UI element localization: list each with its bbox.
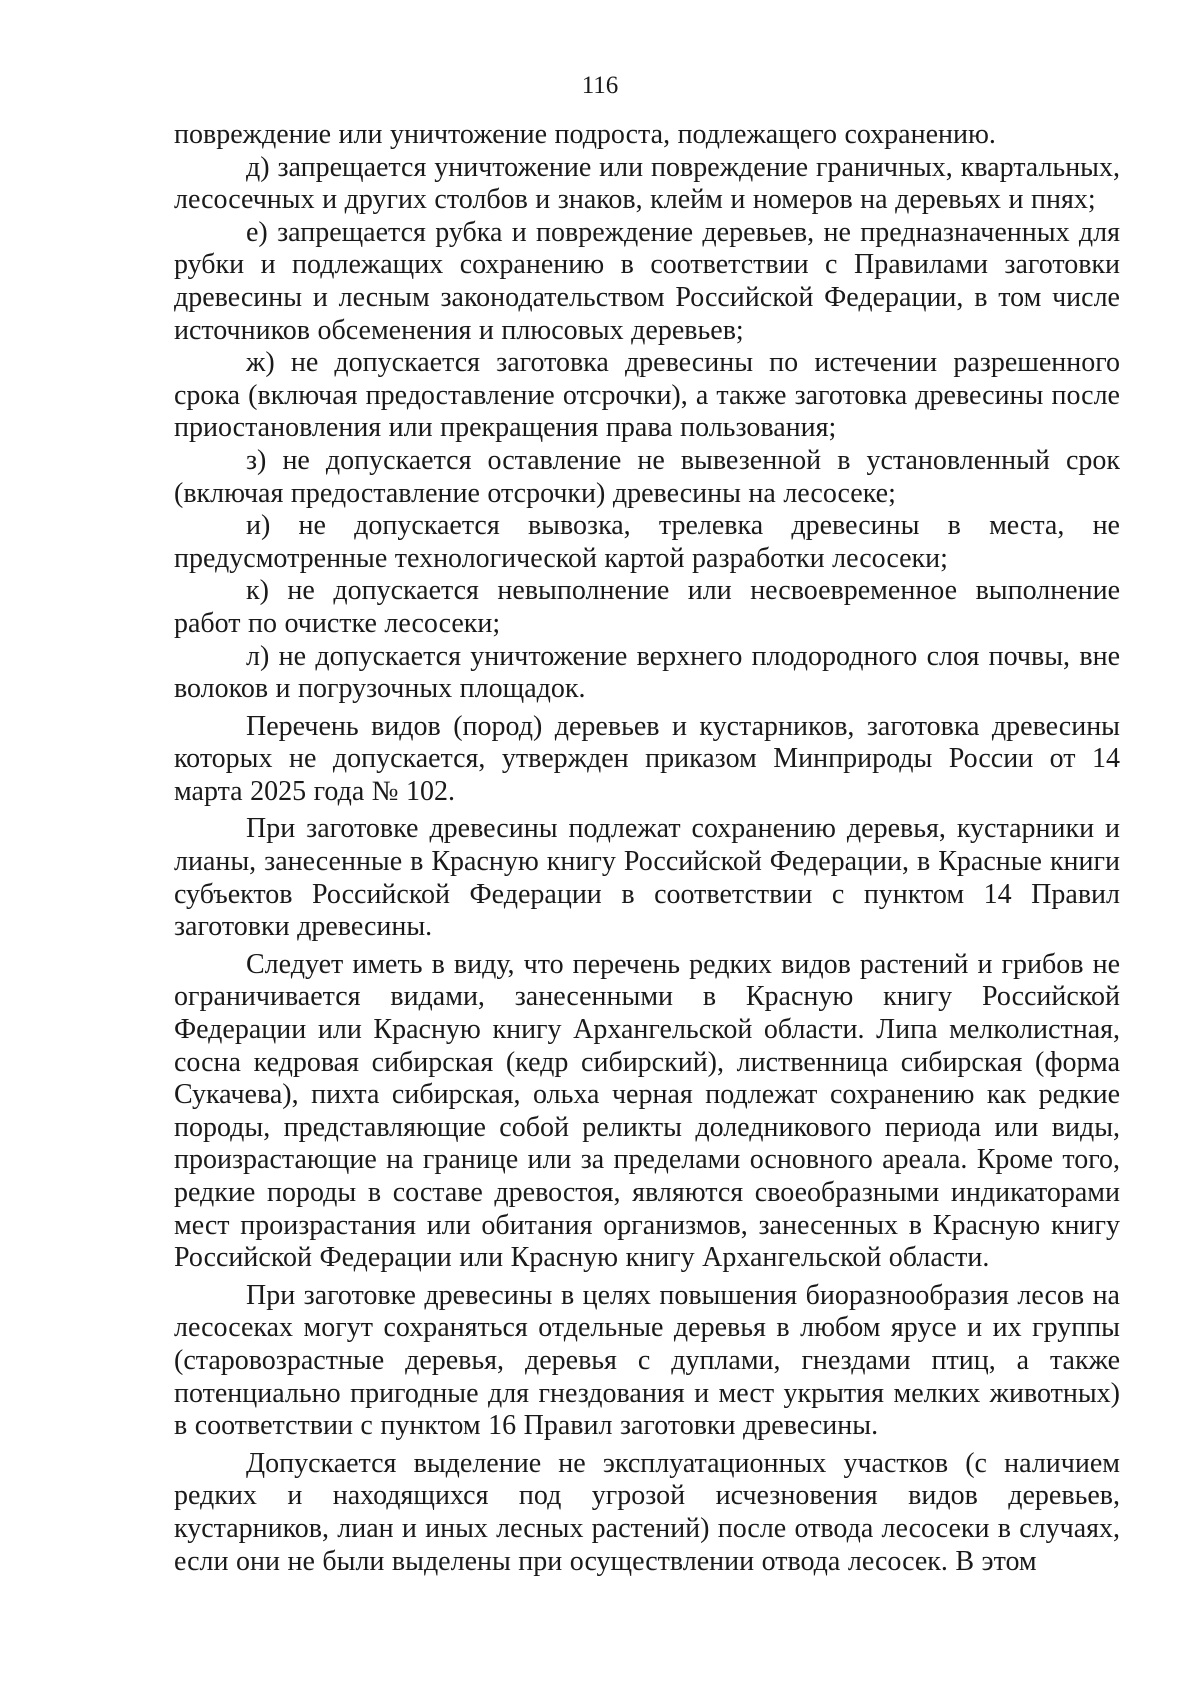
paragraph-item-z: з) не допускается оставление не вывезенной в установленный срок (включая предоставление отсрочки) древесины на лесосеке; xyxy=(174,444,1120,509)
paragraph-red-book: При заготовке древесины подлежат сохранению деревья, кустарники и лианы, занесенные в Красную книгу Российской Федерации, в Красные книги субъектов Российской Федерации в соответствии с пунктом 14 Правил заготовки древесины. xyxy=(174,813,1120,943)
paragraph-biodiversity: При заготовке древесины в целях повышения биоразнообразия лесов на лесосеках могут сохраняться отдельные деревья в любом ярусе и их группы (старовозрастные деревья, деревья с дуплами, гнездами птиц, а также потенциально пригодные для гнездования и мест укрытия мелких животных) в соответствии с пунктом 16 Правил заготовки древесины. xyxy=(174,1279,1120,1442)
paragraph-rare-species: Следует иметь в виду, что перечень редких видов растений и грибов не ограничивается видами, занесенными в Красную книгу Российской Федерации или Красную книгу Архангельской области. Липа мелколистная, сосна кедровая сибирская (кедр сибирский), лиственница сибирская (форма Сукачева), пихта сибирская, ольха черная подлежат сохранению как редкие породы, представляющие собой реликты доледникового периода или виды, произрастающие на границе или за пределами основного ареала. Кроме того, редкие породы в составе древостоя, являются своеобразными индикаторами мест произрастания или обитания организмов, занесенных в Красную книгу Российской Федерации или Красную книгу Архангельской области. xyxy=(174,948,1120,1274)
paragraph-item-d: д) запрещается уничтожение или повреждение граничных, квартальных, лесосечных и других столбов и знаков, клейм и номеров на деревьях и пнях; xyxy=(174,151,1120,216)
paragraph-item-zh: ж) не допускается заготовка древесины по истечении разрешенного срока (включая предоставление отсрочки), а также заготовка древесины после приостановления или прекращения права пользования; xyxy=(174,347,1120,444)
paragraph-item-e: е) запрещается рубка и повреждение деревьев, не предназначенных для рубки и подлежащих сохранению в соответствии с Правилами заготовки древесины и лесным законодательством Российской Федерации, в том числе источников обсеменения и плюсовых деревьев; xyxy=(174,216,1120,346)
paragraph-item-k: к) не допускается невыполнение или несвоевременное выполнение работ по очистке лесосеки; xyxy=(174,575,1120,639)
paragraph-item-i: и) не допускается вывозка, трелевка древесины в места, не предусмотренные технологической картой разработки лесосеки; xyxy=(174,510,1120,574)
document-body xyxy=(174,119,1120,1578)
paragraph-continuation: повреждение или уничтожение подроста, подлежащего сохранению. xyxy=(174,119,996,150)
paragraph-non-exploitation: Допускается выделение не эксплуатационных участков (с наличием редких и находящихся под угрозой исчезновения видов деревьев, кустарников, лиан и иных лесных растений) после отвода лесосеки в случаях, если они не были выделены при осуществлении отвода лесосек. В этом xyxy=(174,1447,1120,1577)
paragraph-species-list: Перечень видов (пород) деревьев и кустарников, заготовка древесины которых не допускается, утвержден приказом Минприроды России от 14 марта 2025 года № 102. xyxy=(174,710,1120,807)
paragraph-item-l: л) не допускается уничтожение верхнего плодородного слоя почвы, вне волоков и погрузочных площадок. xyxy=(174,640,1120,705)
page-number: 116 xyxy=(581,72,619,99)
